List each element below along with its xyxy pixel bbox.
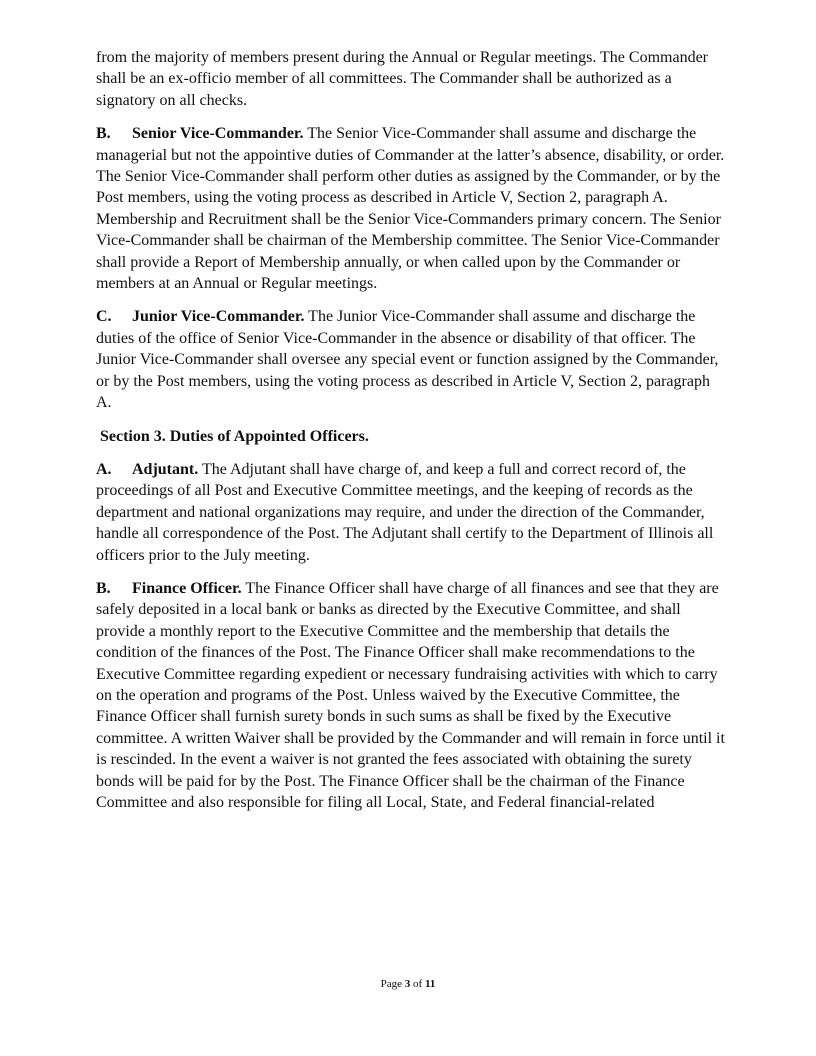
- adjutant-paragraph: [96, 459, 726, 566]
- junior-vice-commander-paragraph: [96, 306, 726, 413]
- item-title: Adjutant.: [132, 460, 199, 478]
- item-title: Junior Vice-Commander.: [132, 308, 305, 326]
- current-page-number: 3: [404, 978, 411, 990]
- section-3-heading: Section 3. Duties of Appointed Officers.: [100, 427, 369, 445]
- finance-officer-paragraph: [96, 578, 726, 813]
- page-word: Page: [380, 978, 403, 990]
- intro-paragraph: from the majority of members present during the Annual or Regular meetings. The Commander shall be an ex-officio member of all committees. The Commander shall be authorized as a signatory on all checks.: [96, 49, 708, 109]
- document-page: [96, 47, 726, 825]
- item-label: B.: [96, 579, 111, 597]
- item-title: Senior Vice-Commander.: [132, 125, 304, 143]
- item-title: Finance Officer.: [132, 579, 242, 597]
- total-pages-number: 11: [424, 978, 436, 990]
- item-label: C.: [96, 308, 112, 326]
- item-text: The Junior Vice-Commander shall assume and discharge the duties of the office of Senior Vice-Commander in the absence or disability of that officer. The Junior Vice-Commander shall oversee any special event or function assigned by the Commander, or by the Post members, using the voting process as described in Article V, Section 2, paragraph A.: [96, 308, 719, 412]
- item-label: B.: [96, 125, 111, 143]
- senior-vice-commander-paragraph: [96, 123, 726, 294]
- page-footer: [0, 978, 816, 990]
- item-text: The Finance Officer shall have charge of all finances and see that they are safely deposited in a local bank or banks as directed by the Executive Committee, and shall provide a monthly report to the Executive Committee and the membership that details the condition of the finances of the Post. The Finance Officer shall make recommendations to the Executive Committee regarding expedient or necessary fundraising activities with which to carry on the operation and programs of the Post. Unless waived by the Executive Committee, the Finance Officer shall furnish surety bonds in such sums as shall be fixed by the Executive committee. A written Waiver shall be provided by the Commander and will remain in force until it is rescinded. In the event a waiver is not granted the fees associated with obtaining the surety bonds will be paid for by the Post. The Finance Officer shall be the chairman of the Finance Committee and also responsible for filing all Local, State, and Federal financial-related: [96, 579, 725, 811]
- of-word: of: [413, 978, 423, 990]
- item-label: A.: [96, 460, 112, 478]
- item-text: The Adjutant shall have charge of, and keep a full and correct record of, the proceedings of all Post and Executive Committee meetings, and the keeping of records as the department and national organizations may require, and under the direction of the Commander, handle all correspondence of the Post. The Adjutant shall certify to the Department of Illinois all officers prior to the July meeting.: [96, 460, 714, 564]
- item-text: The Senior Vice-Commander shall assume and discharge the managerial but not the appointive duties of Commander at the latter’s absence, disability, or order. The Senior Vice-Commander shall perform other duties as assigned by the Commander, or by the Post members, using the voting process as described in Article V, Section 2, paragraph A. Membership and Recruitment shall be the Senior Vice-Commanders primary concern. The Senior Vice-Commander shall be chairman of the Membership committee. The Senior Vice-Commander shall provide a Report of Membership annually, or when called upon by the Commander or members at an Annual or Regular meetings.: [96, 125, 725, 293]
